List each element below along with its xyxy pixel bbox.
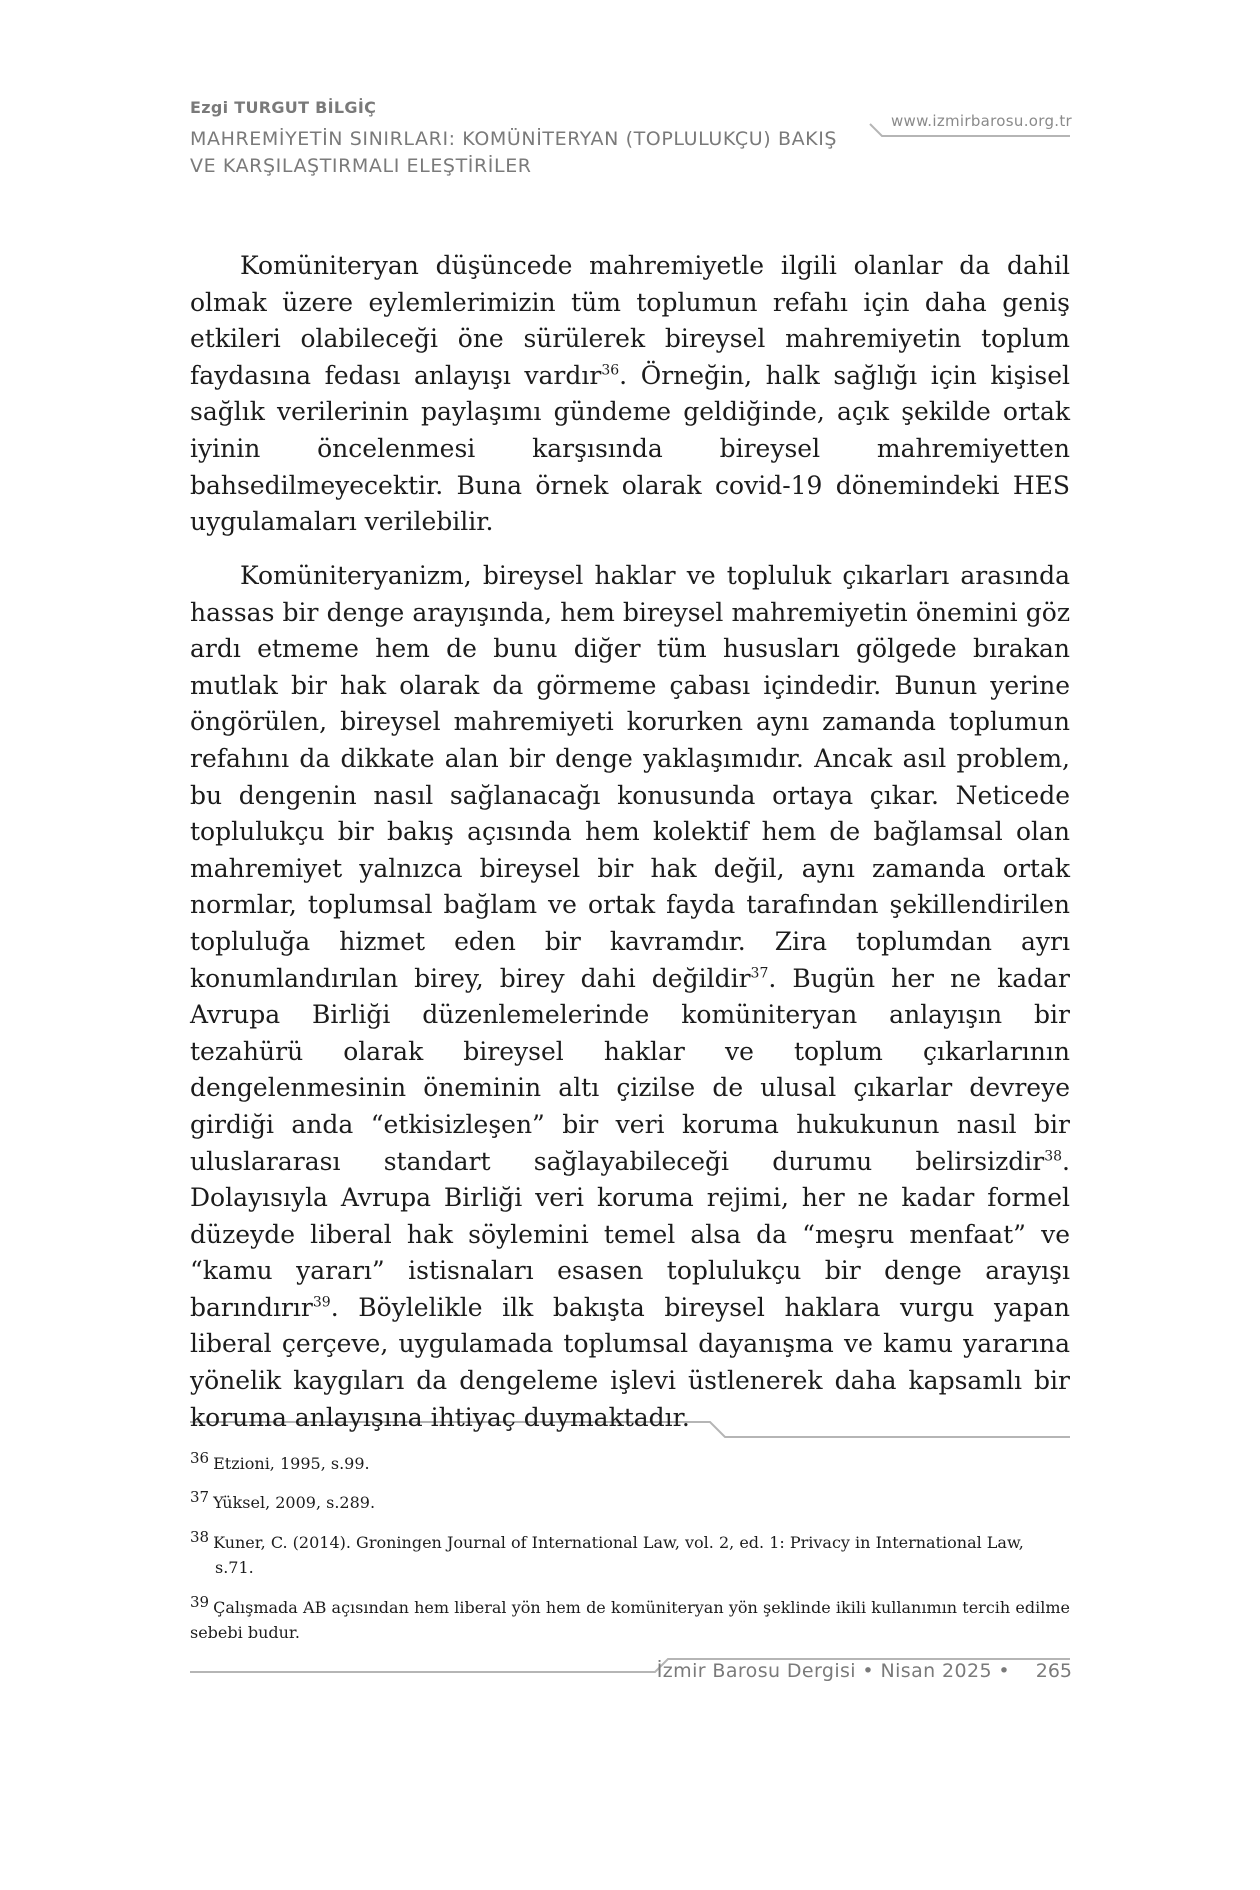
footnote-ref-38[interactable]: 38 [1044,1148,1063,1165]
article-title-line-2: VE KARŞILAŞTIRMALI ELEŞTİRİLER [190,155,532,177]
footnote-38 [190,1525,1070,1580]
footnote-ref-39[interactable]: 39 [312,1294,331,1311]
footnote-number: 39 [190,1593,210,1611]
author-name: Ezgi TURGUT BİLGİÇ [190,98,377,117]
page-number: 265 [1035,1660,1072,1682]
footnote-text: Yüksel, 2009, s.289. [213,1493,376,1512]
paragraph-2-text-d: . Böylelikle ilk bakışta bireysel haklara vurgu yapan liberal çerçeve, uygulamada toplumsal dayanışma ve kamu yararına yönelik kaygıları da dengeleme işlevi üstlenerek daha kapsamlı bir koruma anlayışına ihtiyaç duymaktadır. [190,1292,1070,1432]
paragraph-1-text-a: Komüniteryan düşüncede mahremiyetle ilgili olanlar da dahil olmak üzere eylemlerimizin tüm toplumun refahı için daha geniş etkileri olabileceği öne sürülerek bireysel mahremiyetin toplum faydasına fedası anlayışı vardır [190,251,1070,390]
footnote-number: 37 [190,1488,210,1506]
footnote-number: 38 [190,1528,210,1546]
footnote-number: 36 [190,1449,210,1467]
footnote-text: Etzioni, 1995, s.99. [213,1454,370,1473]
footnote-text-continuation: s.71. [215,1558,254,1577]
article-title-line-1: MAHREMİYETİN SINIRLARI: KOMÜNİTERYAN (TOPLULUKÇU) BAKIŞ [190,128,838,150]
paragraph-2-text-a: Komüniteryanizm, bireysel haklar ve topluluk çıkarları arasında hassas bir denge arayışında, hem bireysel mahremiyetin önemini göz ardı etmeme hem de bunu diğer tüm hususları gölgede bırakan mutlak bir hak olarak da görmeme çabası içindedir. Bunun yerine öngörülen, bireysel mahremiyeti korurken aynı zamanda toplumun refahını da dikkate alan bir denge yaklaşımıdır. Ancak asıl problem, bu dengenin nasıl sağlanacağı konusunda ortaya çıkar. Neticede toplulukçu bir bakış açısında hem kolektif hem de bağlamsal olan mahremiyet yalnızca bireysel bir hak değil, aynı zamanda ortak normlar, toplumsal bağlam ve ortak fayda tarafından şekillendirilen topluluğa hizmet eden bir kavramdır. Zira toplumdan ayrı konumlandırılan birey, birey dahi değildir [190,561,1070,993]
footnote-37 [190,1485,1070,1515]
website-url: www.izmirbarosu.org.tr [890,112,1072,130]
paragraph-1-text-b: . Örneğin, halk sağlığı için kişisel sağlık verilerinin paylaşımı gündeme geldiğinde, açık şekilde ortak iyinin öncelenmesi karşısında bireysel mahremiyetten bahsedilmeyecektir. Buna örnek olarak covid-19 dönemindeki HES uygulamaları verilebilir. [190,360,1070,537]
footnote-36 [190,1446,1070,1476]
footnote-text: Çalışmada AB açısından hem liberal yön hem de komüniteryan yön şeklinde ikili kullanımın tercih edilme sebebi budur. [190,1598,1070,1642]
footnote-39 [190,1590,1070,1645]
journal-footer: İzmir Barosu Dergisi • Nisan 2025 • [656,1660,1010,1682]
paragraph-1 [190,248,1070,541]
footnote-ref-37[interactable]: 37 [750,965,769,982]
footnote-text: Kuner, C. (2014). Groningen Journal of International Law, vol. 2, ed. 1: Privacy in International Law, [213,1533,1024,1552]
paragraph-2-text-c: . Dolayısıyla Avrupa Birliği veri koruma rejimi, her ne kadar formel düzeyde liberal hak söylemini temel alsa da “meşru menfaat” ve “kamu yararı” istisnaları esasen toplulukçu bir denge arayışı barındırır [190,1146,1070,1322]
footnote-ref-36[interactable]: 36 [601,362,620,379]
paragraph-2 [190,558,1070,1436]
paragraph-2-text-b: . Bugün her ne kadar Avrupa Birliği düzenlemelerinde komüniteryan anlayışın bir tezahürü olarak bireysel haklar ve toplum çıkarlarının dengelenmesinin öneminin altı çizilse de ulusal çıkarlar devreye girdiği anda “etkisizleşen” bir veri koruma hukukunun nasıl bir uluslararası standart sağlayabileceği durumu belirsizdir [190,963,1070,1176]
header-rule [870,124,1070,136]
